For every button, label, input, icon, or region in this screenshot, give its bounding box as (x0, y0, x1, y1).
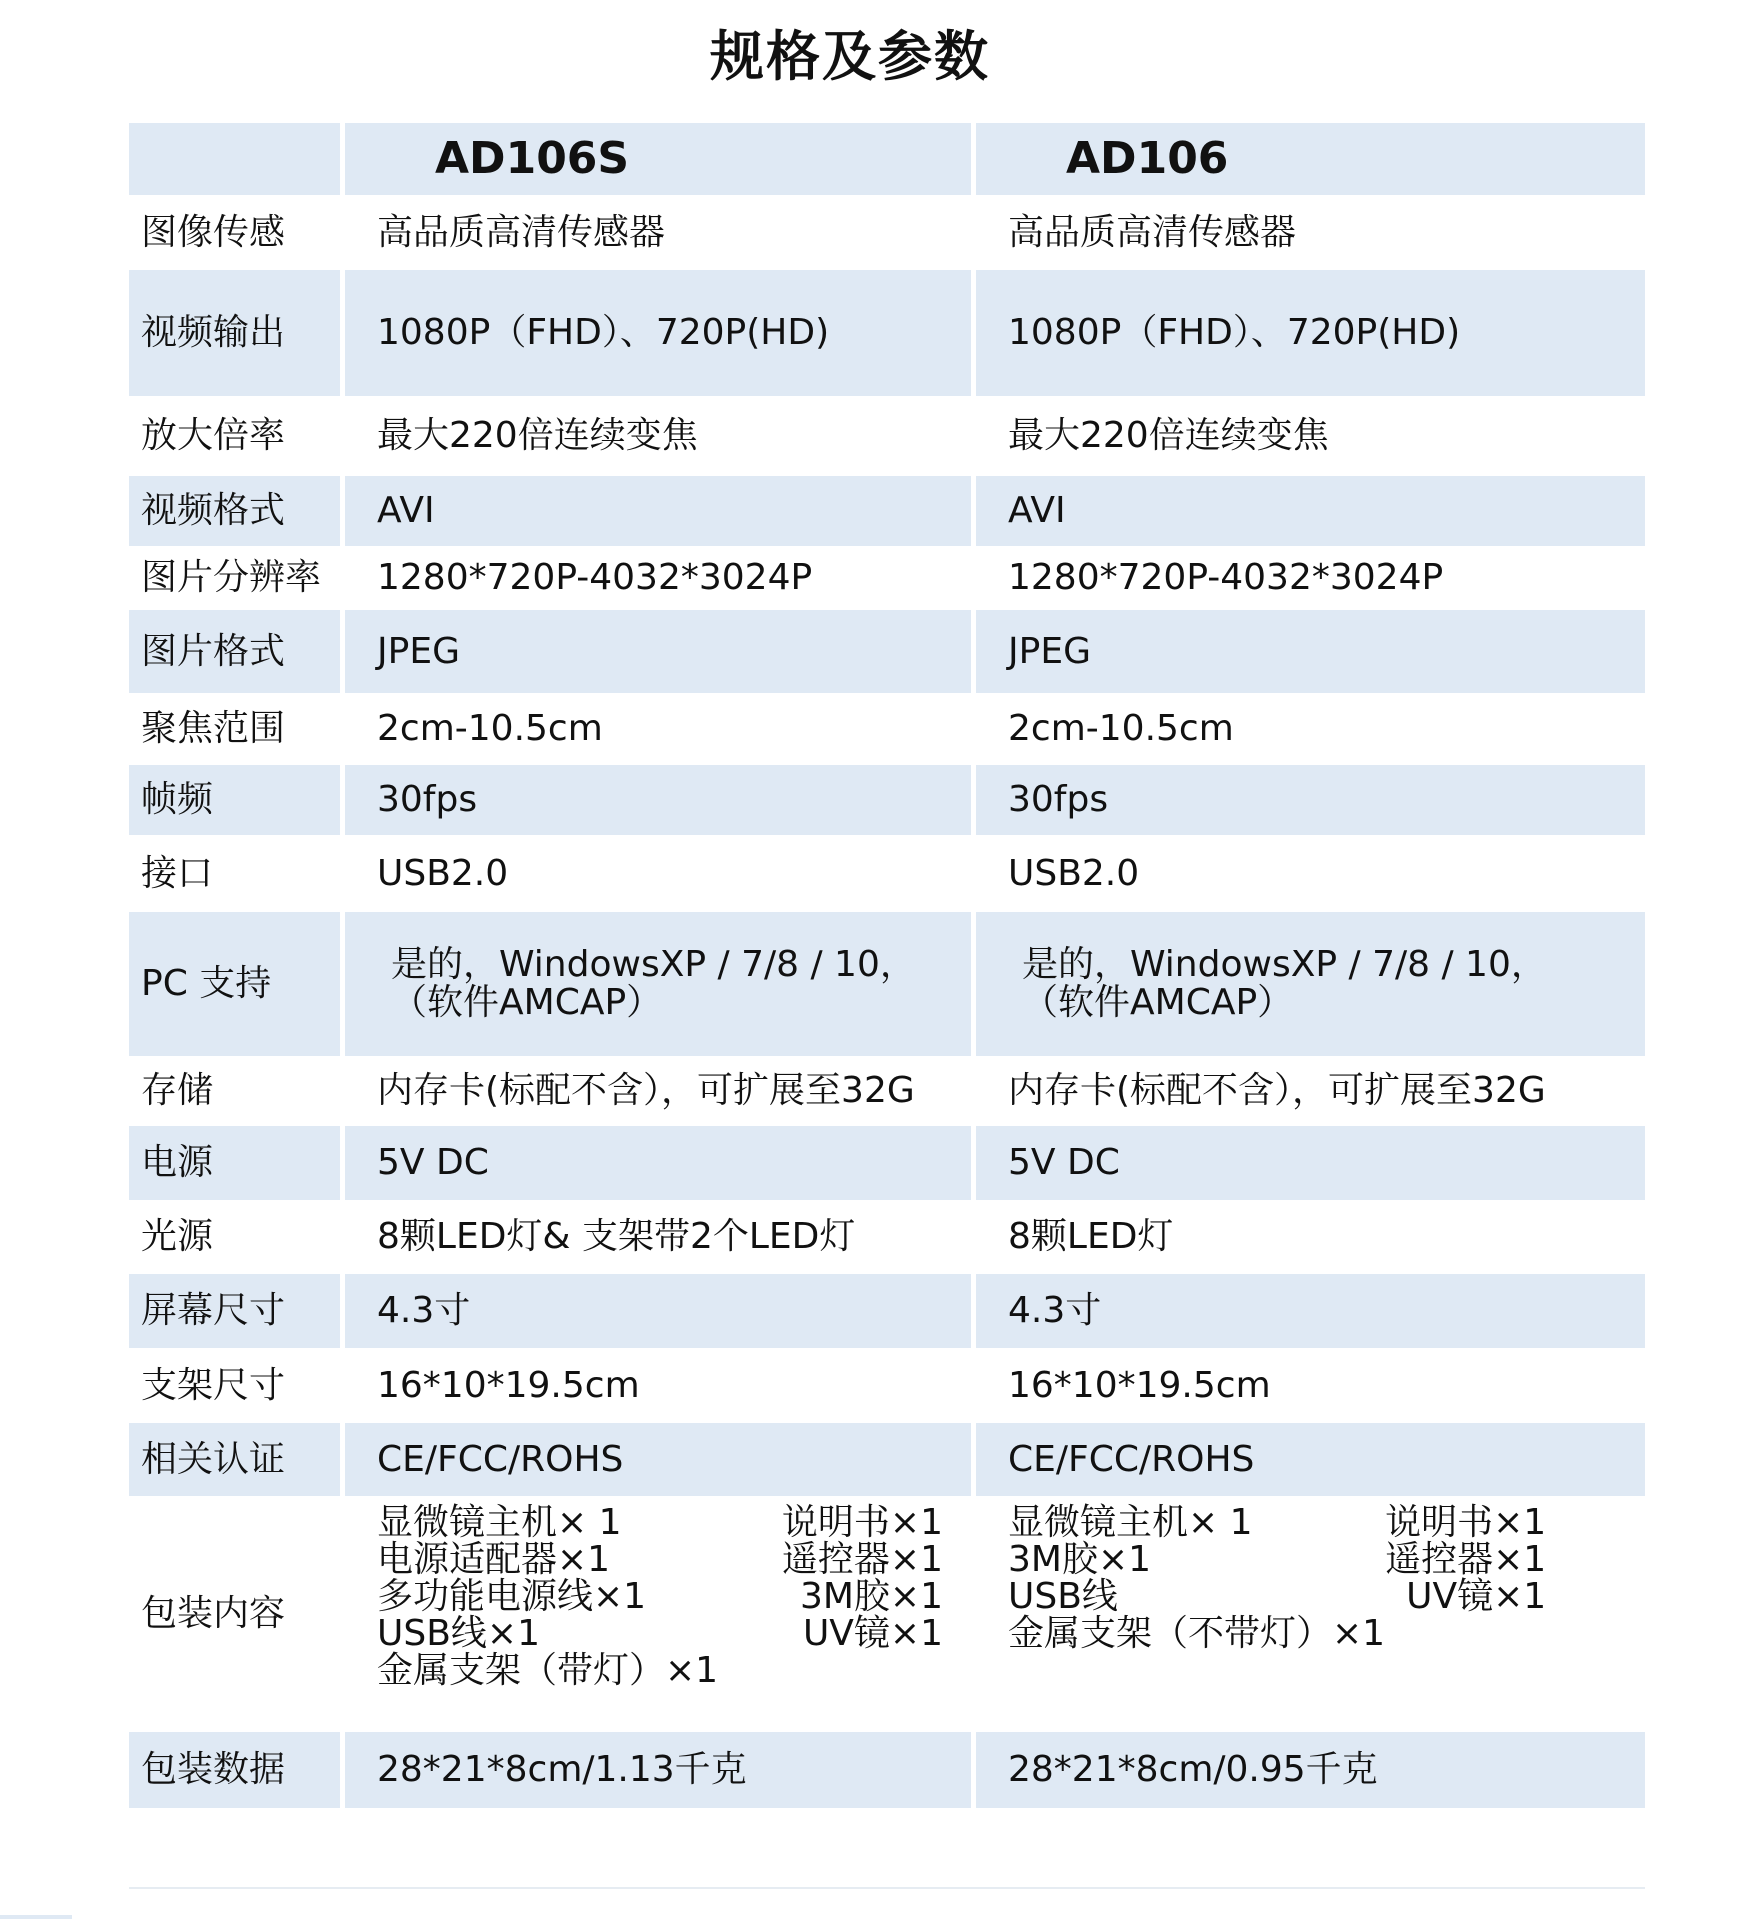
ad106s-value: CE/FCC/ROHS (345, 1423, 971, 1496)
ad106-value (976, 912, 1645, 1056)
table-row-focus-range (129, 693, 1645, 765)
ad106s-value: 28*21*8cm/1.13千克 (345, 1732, 971, 1808)
row-label: 电源 (129, 1126, 340, 1200)
header-blank-cell (129, 123, 340, 195)
ad106-value: 2cm-10.5cm (1008, 708, 1234, 750)
ad106s-value: 1080P（FHD）、720P(HD) (345, 270, 971, 396)
pc-support-line: 是的，WindowsXP / 7/8 / 10， (1022, 944, 1547, 986)
ad106-value: 8颗LED灯 (1008, 1216, 1174, 1258)
table-row-image-sensor (129, 195, 1645, 270)
table-row-package-data (129, 1732, 1645, 1808)
row-label: 图片格式 (129, 610, 340, 693)
row-label: 放大倍率 (141, 415, 286, 457)
table-row-light-source (129, 1200, 1645, 1274)
row-label: 包装内容 (141, 1593, 286, 1635)
package-item: 遥控器×1 (1385, 1539, 1547, 1580)
table-row-magnification (129, 396, 1645, 476)
table-row-certification (129, 1423, 1645, 1496)
package-item: 遥控器×1 (781, 1539, 943, 1580)
pc-support-line: 是的，WindowsXP / 7/8 / 10， (391, 944, 916, 986)
row-label: 接口 (141, 852, 214, 894)
ad106s-value: 30fps (345, 765, 971, 835)
table-row-pc-support (129, 912, 1645, 1056)
ad106s-value (345, 912, 971, 1056)
package-list-right (1385, 1504, 1546, 1615)
row-label: PC 支持 (129, 912, 340, 1056)
table-row-frame-rate (129, 765, 1645, 835)
ad106s-value: 2cm-10.5cm (377, 708, 603, 750)
package-item: 3M胶×1 (799, 1576, 943, 1617)
row-label: 包装数据 (129, 1732, 340, 1808)
package-item: 显微镜主机× 1 (1008, 1502, 1253, 1543)
ad106-value: CE/FCC/ROHS (976, 1423, 1645, 1496)
package-list (1008, 1504, 1645, 1652)
row-label: 屏幕尺寸 (129, 1274, 340, 1348)
table-header-row (129, 123, 1645, 195)
row-label: 存储 (141, 1070, 214, 1112)
row-label: 光源 (141, 1216, 214, 1258)
package-list-left (1008, 1504, 1385, 1652)
package-item: USB线 (1008, 1576, 1118, 1617)
package-item: 金属支架（不带灯）×1 (1008, 1613, 1386, 1654)
ad106s-package-contents (345, 1496, 971, 1732)
ad106-value: USB2.0 (1008, 852, 1140, 894)
table-row-storage (129, 1056, 1645, 1126)
ad106-value: JPEG (976, 610, 1645, 693)
corner-decoration (0, 1915, 72, 1919)
header-model-ad106s: AD106S (345, 123, 971, 195)
ad106s-value: AVI (345, 476, 971, 546)
ad106s-value: 最大220倍连续变焦 (377, 415, 698, 457)
row-label: 支架尺寸 (141, 1364, 286, 1406)
package-list (377, 1504, 971, 1689)
ad106s-value: USB2.0 (377, 852, 509, 894)
row-label: 视频格式 (129, 476, 340, 546)
row-label: 聚焦范围 (141, 708, 286, 750)
ad106-value: 高品质高清传感器 (1008, 211, 1297, 253)
package-list-left (377, 1504, 718, 1689)
row-label: 图像传感 (141, 211, 286, 253)
ad106-value: 1080P（FHD）、720P(HD) (976, 270, 1645, 396)
ad106s-value: 5V DC (345, 1126, 971, 1200)
ad106s-value: 16*10*19.5cm (377, 1364, 640, 1406)
row-label: 视频输出 (129, 270, 340, 396)
ad106s-value: 4.3寸 (345, 1274, 971, 1348)
table-row-screen-size (129, 1274, 1645, 1348)
table-row-package-contents (129, 1496, 1645, 1732)
ad106s-value: JPEG (345, 610, 971, 693)
ad106s-value: 1280*720P-4032*3024P (377, 557, 813, 599)
table-row-stand-size (129, 1348, 1645, 1423)
table-row-video-output (129, 270, 1645, 396)
header-model-ad106: AD106 (976, 123, 1645, 195)
ad106-value: 28*21*8cm/0.95千克 (976, 1732, 1645, 1808)
ad106-value: 16*10*19.5cm (1008, 1364, 1271, 1406)
ad106s-value: 8颗LED灯& 支架带2个LED灯 (377, 1216, 856, 1258)
table-row-video-format (129, 476, 1645, 546)
ad106-value: 30fps (976, 765, 1645, 835)
row-label: 相关认证 (129, 1423, 340, 1496)
table-row-interface (129, 835, 1645, 912)
package-item: 多功能电源线×1 (377, 1576, 647, 1617)
package-item: 说明书×1 (781, 1502, 943, 1543)
spec-table (129, 123, 1645, 1808)
ad106s-pc-support-lines (377, 946, 916, 1022)
row-label: 图片分辨率 (141, 557, 322, 599)
row-label: 帧频 (129, 765, 340, 835)
package-item: 显微镜主机× 1 (377, 1502, 622, 1543)
package-item: UV镜×1 (1406, 1576, 1547, 1617)
table-row-image-resolution (129, 546, 1645, 610)
ad106-value: 1280*720P-4032*3024P (1008, 557, 1444, 599)
ad106-value: 5V DC (976, 1126, 1645, 1200)
ad106-value: AVI (976, 476, 1645, 546)
package-item: 电源适配器×1 (377, 1539, 611, 1580)
bottom-divider (129, 1887, 1645, 1889)
page-title: 规格及参数 (710, 25, 990, 88)
package-item: UV镜×1 (802, 1613, 943, 1654)
package-item: 3M胶×1 (1008, 1539, 1152, 1580)
ad106s-value: 内存卡(标配不含），可扩展至32G (377, 1070, 915, 1112)
pc-support-line: （软件AMCAP） (1022, 982, 1294, 1023)
ad106-value: 最大220倍连续变焦 (1008, 415, 1329, 457)
ad106-pc-support-lines (1008, 946, 1547, 1022)
package-list-right (782, 1504, 943, 1652)
ad106-value: 内存卡(标配不含），可扩展至32G (1008, 1070, 1546, 1112)
ad106-value: 4.3寸 (976, 1274, 1645, 1348)
pc-support-line: （软件AMCAP） (391, 982, 663, 1023)
package-item: 说明书×1 (1385, 1502, 1547, 1543)
table-row-power (129, 1126, 1645, 1200)
ad106-package-contents (976, 1496, 1645, 1732)
table-row-image-format (129, 610, 1645, 693)
ad106s-value: 高品质高清传感器 (377, 211, 666, 253)
package-item: USB线×1 (377, 1613, 540, 1654)
package-item: 金属支架（带灯）×1 (377, 1650, 719, 1691)
